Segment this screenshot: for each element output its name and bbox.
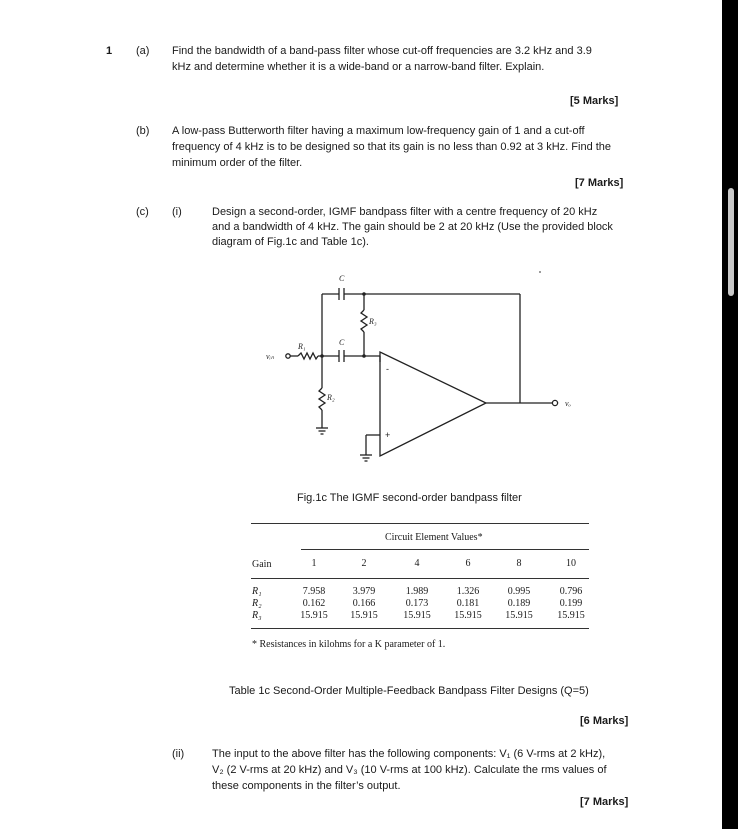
table-cell: 1.326 <box>456 586 480 597</box>
label-r2: R₂ <box>327 393 335 402</box>
label-minus: - <box>386 364 389 374</box>
table-cell: 0.199 <box>559 598 583 609</box>
figure-caption: Fig.1c The IGMF second-order bandpass filter <box>297 492 522 504</box>
table-gain-label: Gain <box>252 559 272 570</box>
part-a-text-line1: Find the bandwidth of a band-pass filter whose cut-off frequencies are 3.2 kHz and 3.9 <box>172 45 592 57</box>
table-cell: 3.979 <box>352 586 376 597</box>
gain-value: 6 <box>465 558 471 569</box>
op-amp-triangle <box>380 352 486 456</box>
part-a-marks: [5 Marks] <box>570 95 619 107</box>
input-terminal <box>286 354 290 358</box>
table-caption: Table 1c Second-Order Multiple-Feedback Bandpass Filter Designs (Q=5) <box>229 685 589 697</box>
table-top-rule <box>251 523 589 524</box>
label-c-mid: C <box>339 338 345 347</box>
junction-mid <box>362 354 366 358</box>
row-label-r1: R₁ <box>252 586 262 597</box>
part-b-text-line3: minimum order of the filter. <box>172 157 303 169</box>
part-c-label: (c) <box>136 206 149 218</box>
part-c-ii-text-line3: these components in the filter’s output. <box>212 780 401 792</box>
label-plus: + <box>385 430 391 440</box>
gain-value: 10 <box>566 558 576 569</box>
table-cell: 15.915 <box>454 610 482 621</box>
part-c-ii-marks: [7 Marks] <box>580 796 629 808</box>
question-number: 1 <box>106 45 113 57</box>
speck <box>539 271 541 273</box>
label-r1: R₁ <box>298 342 306 351</box>
label-r3: R₃ <box>369 317 377 326</box>
resistor-r1 <box>298 353 318 359</box>
scrollbar-track[interactable] <box>724 0 738 829</box>
gain-value: 4 <box>414 558 420 569</box>
part-a-label: (a) <box>136 45 150 57</box>
part-c-i-text-line1: Design a second-order, IGMF bandpass filter with a centre frequency of 20 kHz <box>212 206 598 218</box>
part-b-text-line2: frequency of 4 kHz is to be designed so that its gain is no less than 0.92 at 3 kHz. Find the <box>172 141 612 153</box>
table-cell: 0.189 <box>507 598 531 609</box>
table-cell: 15.915 <box>350 610 378 621</box>
part-c-ii-label: (ii) <box>172 748 185 760</box>
resistor-r3 <box>361 310 367 332</box>
table-cell: 1.989 <box>405 586 429 597</box>
row-label-r2: R₂ <box>252 598 262 609</box>
part-c-ii-text-line2: V₂ (2 V-rms at 20 kHz) and V₃ (10 V-rms at 100 kHz). Calculate the rms values of <box>212 764 607 776</box>
part-b-text-line1: A low-pass Butterworth filter having a maximum low-frequency gain of 1 and a cut-off <box>172 125 585 137</box>
part-c-ii-text-line1: The input to the above filter has the following components: V₁ (6 V-rms at 2 kHz), <box>212 748 606 760</box>
table-cell: 0.162 <box>302 598 326 609</box>
junction-top <box>362 292 366 296</box>
table-footnote: * Resistances in kilohms for a K parameter of 1. <box>252 639 446 650</box>
part-b-label: (b) <box>136 125 150 137</box>
part-c-i-text-line3: diagram of Fig.1c and Table 1c). <box>212 236 369 248</box>
table-cell: 0.173 <box>405 598 429 609</box>
table-cell: 15.915 <box>505 610 533 621</box>
gain-value: 2 <box>361 558 367 569</box>
table-column-rule <box>251 578 589 579</box>
table-cell: 7.958 <box>302 586 326 597</box>
table-super-header: Circuit Element Values* <box>385 532 483 543</box>
row-label-r3: R₃ <box>252 610 262 621</box>
scrollbar-thumb[interactable] <box>728 188 734 296</box>
part-b-marks: [7 Marks] <box>575 177 624 189</box>
table-cell: 0.796 <box>559 586 583 597</box>
table-cell: 15.915 <box>300 610 328 621</box>
table-cell: 0.166 <box>352 598 376 609</box>
output-terminal <box>552 400 557 405</box>
table-bottom-rule <box>251 628 589 629</box>
junction-left <box>320 354 324 358</box>
gain-value: 8 <box>516 558 522 569</box>
table-cell: 0.995 <box>507 586 531 597</box>
label-vin: vᵢₙ <box>266 352 275 361</box>
table-cell: 0.181 <box>456 598 480 609</box>
label-c-top: C <box>339 274 345 283</box>
part-c-i-label: (i) <box>172 206 182 218</box>
part-a-text-line2: kHz and determine whether it is a wide-band or a narrow-band filter. Explain. <box>172 61 545 73</box>
part-c-i-marks: [6 Marks] <box>580 715 629 727</box>
table-header-rule <box>301 549 589 550</box>
table-cell: 15.915 <box>403 610 431 621</box>
resistor-r2 <box>319 388 325 410</box>
label-vout: vₒ <box>565 399 571 408</box>
gain-value: 1 <box>311 558 317 569</box>
table-cell: 15.915 <box>557 610 585 621</box>
part-c-i-text-line2: and a bandwidth of 4 kHz. The gain should be 2 at 20 kHz (Use the provided block <box>212 221 613 233</box>
